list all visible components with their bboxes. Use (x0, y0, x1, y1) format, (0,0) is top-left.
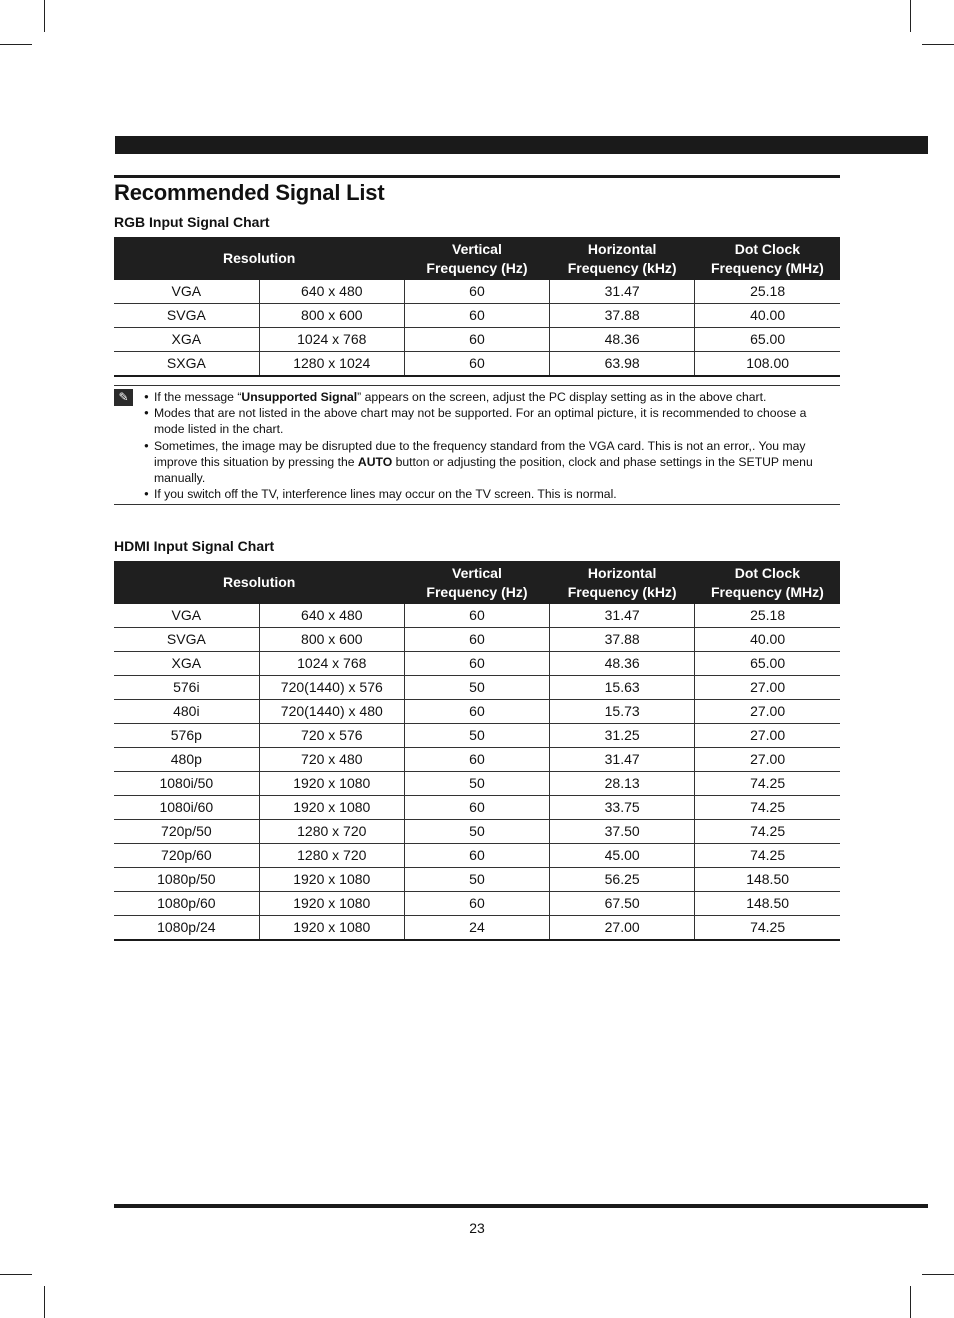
cell-vertical-frequency: 60 (404, 304, 549, 328)
cell-horizontal-frequency: 33.75 (550, 796, 695, 820)
cell-mode: VGA (114, 604, 259, 628)
crop-mark (0, 1274, 32, 1275)
cell-resolution: 720(1440) x 480 (259, 700, 404, 724)
cell-horizontal-frequency: 31.25 (550, 724, 695, 748)
cell-resolution: 640 x 480 (259, 280, 404, 304)
cell-horizontal-frequency: 37.88 (550, 304, 695, 328)
pencil-note-icon: ✎ (114, 389, 133, 406)
cell-vertical-frequency: 60 (404, 700, 549, 724)
note-item: ● If you switch off the TV, interference lines may occur on the TV screen. This is normal. (144, 486, 834, 502)
cell-resolution: 1024 x 768 (259, 652, 404, 676)
cell-dot-clock: 148.50 (695, 868, 840, 892)
cell-dot-clock: 108.00 (695, 352, 840, 377)
cell-resolution: 1920 x 1080 (259, 772, 404, 796)
cell-mode: 720p/50 (114, 820, 259, 844)
cell-dot-clock: 74.25 (695, 844, 840, 868)
cell-horizontal-frequency: 15.73 (550, 700, 695, 724)
cell-resolution: 1280 x 720 (259, 844, 404, 868)
header-resolution: Resolution (114, 561, 404, 604)
cell-resolution: 800 x 600 (259, 304, 404, 328)
cell-horizontal-frequency: 63.98 (550, 352, 695, 377)
header-vertical-frequency: Vertical Frequency (Hz) (404, 237, 549, 280)
note-item: ● Modes that are not listed in the above chart may not be supported. For an optimal picture, it is recommended to choose a mode listed in the chart. (144, 405, 834, 437)
page-title: Recommended Signal List (114, 180, 385, 205)
table-row (114, 280, 840, 304)
header-resolution: Resolution (114, 237, 404, 280)
cell-dot-clock: 27.00 (695, 700, 840, 724)
cell-dot-clock: 74.25 (695, 820, 840, 844)
crop-mark (910, 0, 911, 32)
cell-mode: XGA (114, 652, 259, 676)
cell-vertical-frequency: 60 (404, 328, 549, 352)
footer-rule (114, 1204, 928, 1208)
note-item: ● If the message “Unsupported Signal” appears on the screen, adjust the PC display setting as in the above chart. (144, 389, 834, 405)
crop-mark (0, 44, 32, 45)
header-bar (115, 136, 928, 154)
cell-dot-clock: 27.00 (695, 676, 840, 700)
table-row (114, 796, 840, 820)
cell-mode: 1080p/24 (114, 916, 259, 941)
crop-mark (922, 44, 954, 45)
cell-vertical-frequency: 60 (404, 796, 549, 820)
table-row (114, 868, 840, 892)
header-vertical-frequency: Vertical Frequency (Hz) (404, 561, 549, 604)
cell-mode: 1080i/50 (114, 772, 259, 796)
cell-vertical-frequency: 50 (404, 724, 549, 748)
cell-horizontal-frequency: 37.88 (550, 628, 695, 652)
cell-dot-clock: 40.00 (695, 304, 840, 328)
cell-resolution: 720 x 480 (259, 748, 404, 772)
crop-mark (910, 1286, 911, 1318)
hdmi-chart-title: HDMI Input Signal Chart (114, 538, 275, 554)
cell-horizontal-frequency: 28.13 (550, 772, 695, 796)
cell-dot-clock: 74.25 (695, 796, 840, 820)
cell-dot-clock: 74.25 (695, 772, 840, 796)
cell-mode: 576i (114, 676, 259, 700)
cell-horizontal-frequency: 56.25 (550, 868, 695, 892)
table-row (114, 352, 840, 377)
table-row (114, 604, 840, 628)
table-row (114, 916, 840, 941)
cell-horizontal-frequency: 15.63 (550, 676, 695, 700)
cell-horizontal-frequency: 37.50 (550, 820, 695, 844)
cell-resolution: 640 x 480 (259, 604, 404, 628)
rgb-signal-table (114, 237, 840, 377)
table-row (114, 328, 840, 352)
cell-mode: 480i (114, 700, 259, 724)
cell-resolution: 1280 x 1024 (259, 352, 404, 377)
table-row (114, 628, 840, 652)
table-row (114, 700, 840, 724)
cell-mode: SXGA (114, 352, 259, 377)
page-number: 23 (469, 1220, 485, 1236)
cell-dot-clock: 25.18 (695, 604, 840, 628)
cell-vertical-frequency: 60 (404, 280, 549, 304)
cell-resolution: 800 x 600 (259, 628, 404, 652)
header-horizontal-frequency: Horizontal Frequency (kHz) (550, 561, 695, 604)
cell-horizontal-frequency: 67.50 (550, 892, 695, 916)
cell-dot-clock: 27.00 (695, 748, 840, 772)
cell-horizontal-frequency: 31.47 (550, 748, 695, 772)
header-horizontal-frequency: Horizontal Frequency (kHz) (550, 237, 695, 280)
table-row (114, 748, 840, 772)
cell-mode: 1080p/60 (114, 892, 259, 916)
cell-horizontal-frequency: 48.36 (550, 328, 695, 352)
cell-dot-clock: 25.18 (695, 280, 840, 304)
table-row (114, 676, 840, 700)
crop-mark (44, 0, 45, 32)
cell-resolution: 1024 x 768 (259, 328, 404, 352)
cell-resolution: 720(1440) x 576 (259, 676, 404, 700)
title-rule (114, 175, 840, 178)
note-item: ● Sometimes, the image may be disrupted due to the frequency standard from the VGA card. This is not an error,. You may improve this situation by pressing the AUTO button or adjusting the position, clock and phase settings in the SETUP menu manually. (144, 438, 834, 487)
cell-resolution: 1920 x 1080 (259, 916, 404, 941)
table-row (114, 724, 840, 748)
notes-list (144, 389, 834, 502)
header-dot-clock: Dot Clock Frequency (MHz) (695, 237, 840, 280)
cell-horizontal-frequency: 45.00 (550, 844, 695, 868)
cell-mode: VGA (114, 280, 259, 304)
cell-vertical-frequency: 60 (404, 748, 549, 772)
cell-vertical-frequency: 24 (404, 916, 549, 941)
table-row (114, 304, 840, 328)
cell-mode: 480p (114, 748, 259, 772)
cell-mode: 576p (114, 724, 259, 748)
cell-vertical-frequency: 60 (404, 652, 549, 676)
cell-mode: XGA (114, 328, 259, 352)
cell-mode: 1080i/60 (114, 796, 259, 820)
cell-dot-clock: 74.25 (695, 916, 840, 941)
cell-vertical-frequency: 60 (404, 628, 549, 652)
hdmi-signal-table (114, 561, 840, 941)
cell-vertical-frequency: 50 (404, 772, 549, 796)
cell-mode: SVGA (114, 628, 259, 652)
table-row (114, 892, 840, 916)
table-row (114, 772, 840, 796)
table-header-row (114, 561, 840, 604)
cell-dot-clock: 148.50 (695, 892, 840, 916)
rgb-chart-title: RGB Input Signal Chart (114, 214, 270, 230)
cell-horizontal-frequency: 31.47 (550, 280, 695, 304)
crop-mark (44, 1286, 45, 1318)
cell-resolution: 1280 x 720 (259, 820, 404, 844)
cell-resolution: 1920 x 1080 (259, 892, 404, 916)
cell-dot-clock: 27.00 (695, 724, 840, 748)
cell-horizontal-frequency: 48.36 (550, 652, 695, 676)
table-row (114, 844, 840, 868)
cell-resolution: 1920 x 1080 (259, 868, 404, 892)
cell-horizontal-frequency: 31.47 (550, 604, 695, 628)
header-dot-clock: Dot Clock Frequency (MHz) (695, 561, 840, 604)
cell-mode: 720p/60 (114, 844, 259, 868)
table-row (114, 652, 840, 676)
cell-vertical-frequency: 50 (404, 868, 549, 892)
cell-mode: 1080p/50 (114, 868, 259, 892)
table-header-row (114, 237, 840, 280)
cell-horizontal-frequency: 27.00 (550, 916, 695, 941)
cell-vertical-frequency: 60 (404, 844, 549, 868)
crop-mark (922, 1274, 954, 1275)
cell-resolution: 720 x 576 (259, 724, 404, 748)
table-row (114, 820, 840, 844)
cell-dot-clock: 40.00 (695, 628, 840, 652)
cell-vertical-frequency: 60 (404, 604, 549, 628)
cell-dot-clock: 65.00 (695, 652, 840, 676)
cell-mode: SVGA (114, 304, 259, 328)
cell-vertical-frequency: 60 (404, 892, 549, 916)
cell-dot-clock: 65.00 (695, 328, 840, 352)
cell-vertical-frequency: 50 (404, 820, 549, 844)
cell-vertical-frequency: 60 (404, 352, 549, 377)
notes-box (114, 385, 840, 505)
cell-resolution: 1920 x 1080 (259, 796, 404, 820)
cell-vertical-frequency: 50 (404, 676, 549, 700)
